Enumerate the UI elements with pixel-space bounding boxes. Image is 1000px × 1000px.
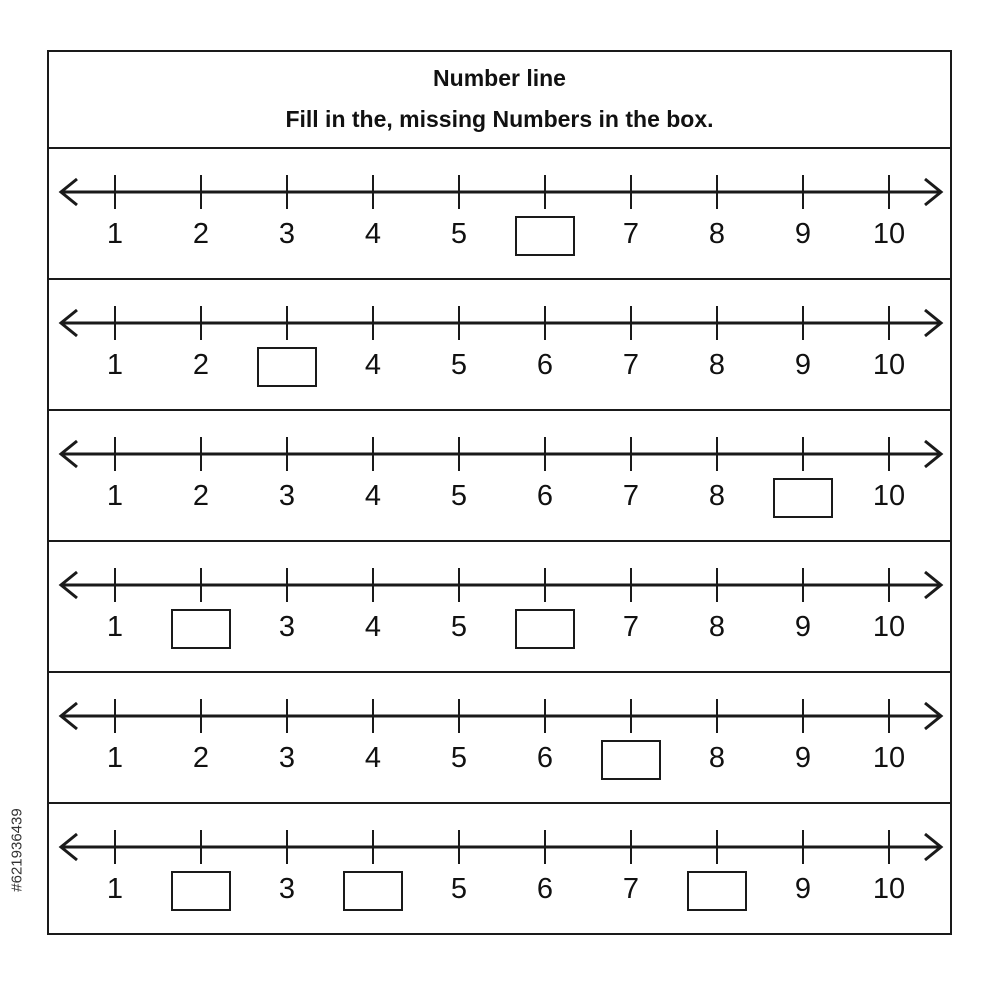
tick-label: 9 [794,218,812,250]
tick-label: 10 [872,742,906,774]
tick-label: 4 [364,218,382,250]
tick-label: 7 [622,349,640,381]
tick-label: 10 [872,480,906,512]
worksheet-title: Number line [433,65,566,91]
tick-label: 2 [192,742,210,774]
tick-label: 4 [364,611,382,643]
tick-label: 10 [872,218,906,250]
answer-box[interactable] [602,741,660,779]
tick-label: 4 [364,349,382,381]
tick-label: 4 [364,480,382,512]
tick-label: 8 [708,611,726,643]
number-line-row [49,804,950,935]
tick-label: 6 [536,873,554,905]
tick-label: 6 [536,349,554,381]
tick-label: 10 [872,611,906,643]
tick-label: 1 [106,218,124,250]
worksheet-instruction: Fill in the, missing Numbers in the box. [285,106,714,132]
tick-label: 1 [106,611,124,643]
number-line-row [49,149,950,280]
tick-label: 9 [794,742,812,774]
tick-label: 3 [278,611,296,643]
tick-label: 10 [872,873,906,905]
stock-id-watermark [2,765,32,935]
tick-label: 7 [622,218,640,250]
tick-label: 3 [278,742,296,774]
answer-box[interactable] [258,348,316,386]
number-line [49,280,950,411]
answer-box[interactable] [774,479,832,517]
tick-label: 1 [106,873,124,905]
tick-label: 1 [106,742,124,774]
answer-box[interactable] [516,610,574,648]
number-line-row [49,280,950,411]
tick-label: 2 [192,480,210,512]
tick-label: 2 [192,218,210,250]
tick-label: 9 [794,873,812,905]
number-line [49,804,950,935]
tick-label: 5 [450,742,468,774]
tick-label: 5 [450,873,468,905]
answer-box[interactable] [516,217,574,255]
tick-label: 8 [708,349,726,381]
tick-label: 5 [450,218,468,250]
tick-label: 7 [622,873,640,905]
tick-label: 5 [450,611,468,643]
number-line-row [49,542,950,673]
number-line [49,411,950,542]
tick-label: 7 [622,480,640,512]
tick-label: 8 [708,218,726,250]
number-line-row [49,411,950,542]
tick-label: 3 [278,873,296,905]
tick-label: 5 [450,480,468,512]
tick-label: 9 [794,611,812,643]
tick-label: 2 [192,349,210,381]
worksheet [47,50,952,935]
tick-label: 1 [106,480,124,512]
tick-label: 6 [536,480,554,512]
tick-label: 9 [794,349,812,381]
tick-label: 7 [622,611,640,643]
tick-label: 3 [278,480,296,512]
answer-box[interactable] [172,610,230,648]
tick-label: 6 [536,742,554,774]
tick-label: 4 [364,742,382,774]
tick-label: 10 [872,349,906,381]
stock-id-text: #621936439 [8,808,26,892]
tick-label: 3 [278,218,296,250]
tick-label: 8 [708,480,726,512]
answer-box[interactable] [172,872,230,910]
number-line [49,149,950,280]
answer-box[interactable] [688,872,746,910]
tick-label: 8 [708,742,726,774]
tick-label: 1 [106,349,124,381]
number-line-row [49,673,950,804]
tick-label: 5 [450,349,468,381]
number-line [49,673,950,804]
worksheet-header [49,52,950,149]
number-line [49,542,950,673]
answer-box[interactable] [344,872,402,910]
